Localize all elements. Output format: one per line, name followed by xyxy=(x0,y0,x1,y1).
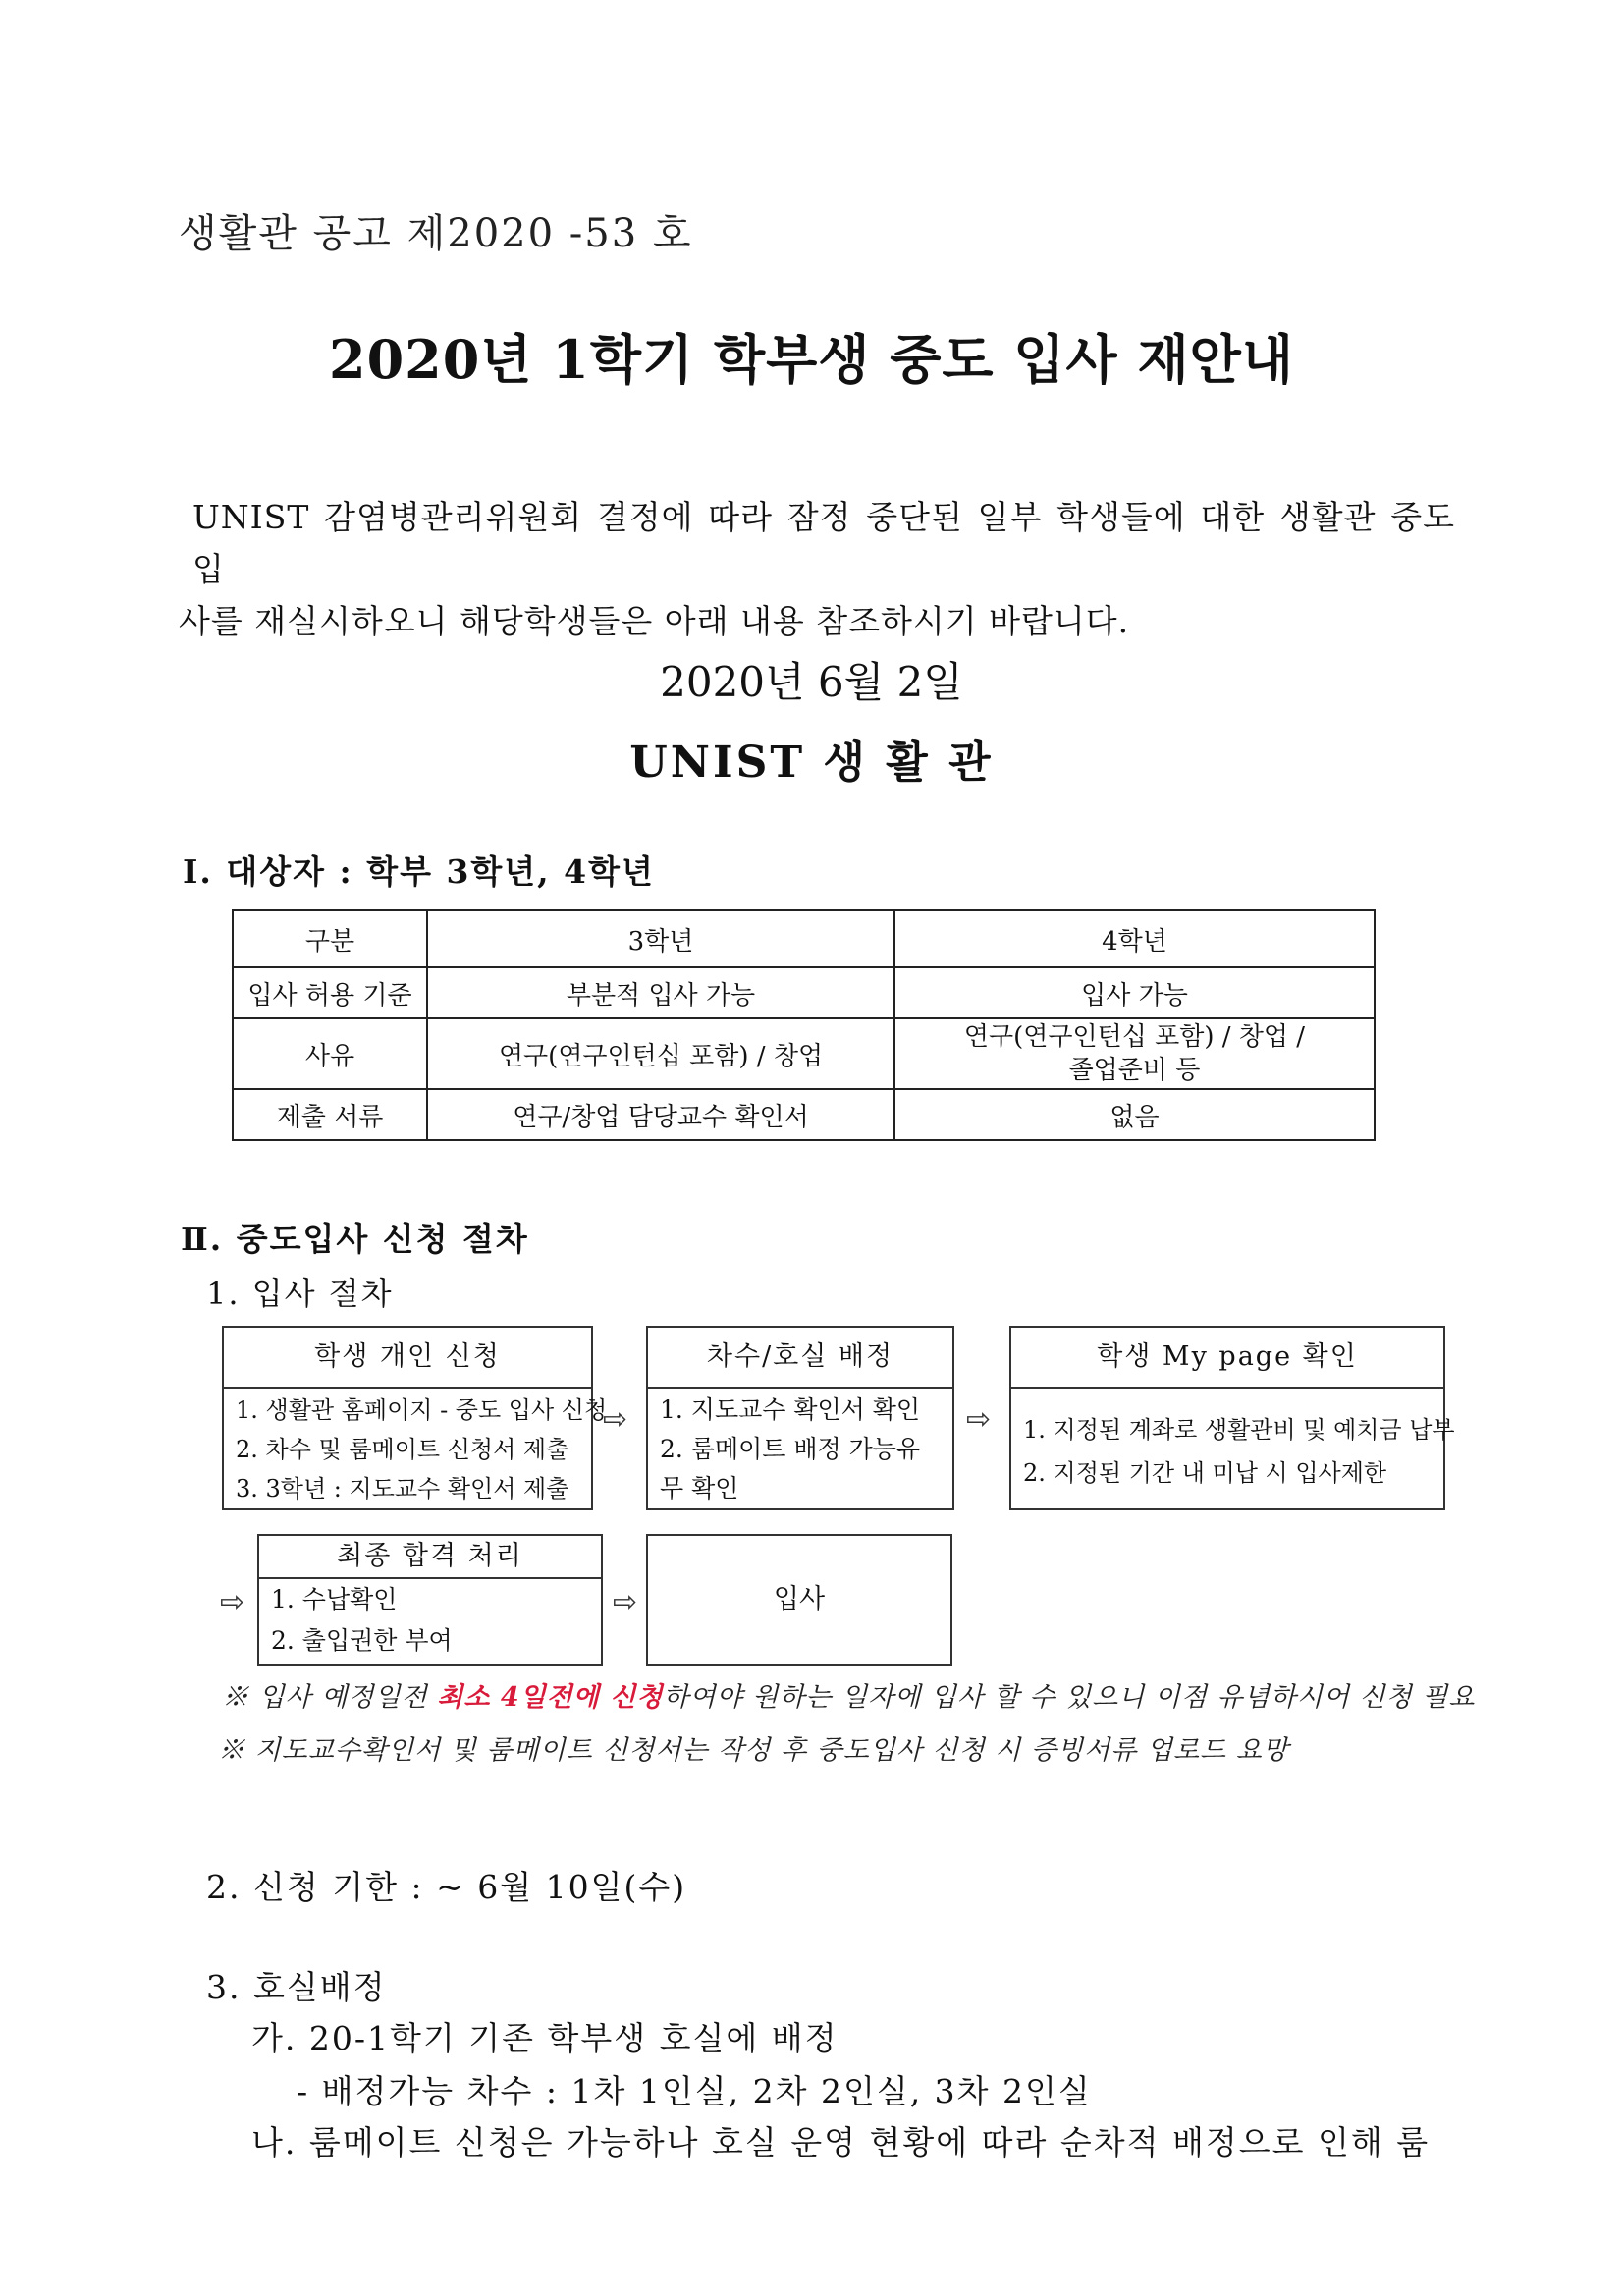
flow-arrow-icon: ⇨ xyxy=(603,1402,628,1437)
table-row xyxy=(233,967,1375,1018)
table-cell: 부분적 입사 가능 xyxy=(427,967,894,1018)
intro-line-1: UNIST 감염병관리위원회 결정에 따라 잠정 중단된 일부 학생들에 대한 생활관 중도 입 xyxy=(192,498,1455,588)
table-cell: 연구(연구인턴십 포함) / 창업 xyxy=(427,1018,894,1089)
section-1-heading: Ⅰ. 대상자 : 학부 3학년, 4학년 xyxy=(183,852,655,891)
item-ga-detail: - 배정가능 차수 : 1차 1인실, 2차 2인실, 3차 2인실 xyxy=(297,2072,1092,2110)
table-cell: 4학년 xyxy=(894,910,1375,967)
flow-step-checkin: 입사 xyxy=(646,1534,952,1666)
flow-step-item: 2. 출입권한 부여 xyxy=(271,1626,453,1655)
flow-step-item: 2. 차수 및 룸메이트 신청서 제출 xyxy=(236,1436,569,1463)
item-ga: 가. 20-1학기 기존 학부생 호실에 배정 xyxy=(251,2019,839,2057)
intro-paragraph xyxy=(179,491,1455,647)
subsection-2-title: 2. 신청 기한 : ~ 6월 10일(수) xyxy=(206,1868,687,1906)
subsection-1-title: 1. 입사 절차 xyxy=(206,1275,394,1312)
flow-step-assign xyxy=(646,1326,954,1510)
table-cell: 연구/창업 담당교수 확인서 xyxy=(427,1089,894,1140)
table-row xyxy=(233,1018,1375,1089)
note-deadline xyxy=(222,1675,1475,1714)
table-cell xyxy=(894,1018,1375,1089)
subsection-3-title: 3. 호실배정 xyxy=(206,1968,387,2006)
note-text: ※ 입사 예정일전 xyxy=(222,1682,438,1713)
flow-step-item: 2. 지정된 기간 내 미납 시 입사제한 xyxy=(1023,1459,1387,1487)
flow-step-item: 무 확인 xyxy=(660,1474,739,1503)
flow-arrow-icon: ⇨ xyxy=(220,1585,245,1619)
table-cell: 입사 허용 기준 xyxy=(233,967,427,1018)
table-cell-line: 졸업준비 등 xyxy=(1068,1056,1201,1085)
target-table xyxy=(232,909,1376,1141)
flow-step-title: 학생 My page 확인 xyxy=(1011,1328,1443,1389)
flow-step-final xyxy=(257,1534,603,1666)
flow-step-item: 3. 3학년 : 지도교수 확인서 제출 xyxy=(236,1475,569,1503)
flow-step-item: 1. 생활관 홈페이지 - 중도 입사 신청 xyxy=(236,1396,608,1424)
table-cell: 제출 서류 xyxy=(233,1089,427,1140)
flow-step-item: 1. 지정된 계좌로 생활관비 및 예치금 납부 xyxy=(1023,1416,1455,1444)
flow-step-mypage xyxy=(1009,1326,1455,1510)
table-cell: 없음 xyxy=(894,1089,1375,1140)
table-cell: 사유 xyxy=(233,1018,427,1089)
table-cell: 구분 xyxy=(233,910,427,967)
flow-step-title: 차수/호실 배정 xyxy=(648,1328,952,1389)
table-cell-line: 연구(연구인턴십 포함) / 창업 / xyxy=(963,1022,1306,1052)
flow-step-item: 2. 룸메이트 배정 가능유 xyxy=(660,1435,921,1463)
flow-step-apply xyxy=(222,1326,608,1510)
table-cell: 3학년 xyxy=(427,910,894,967)
issue-date: 2020년 6월 2일 xyxy=(660,658,963,706)
item-na: 나. 룸메이트 신청은 가능하나 호실 운영 현황에 따라 순차적 배정으로 인해 룸 xyxy=(251,2123,1431,2161)
flow-step-item: 1. 지도교수 확인서 확인 xyxy=(660,1395,921,1424)
flow-arrow-icon: ⇨ xyxy=(966,1402,992,1437)
notice-number: 생활관 공고 제2020 -53 호 xyxy=(179,211,693,256)
document-title: 2020년 1학기 학부생 중도 입사 재안내 xyxy=(329,328,1294,391)
note-text: 하여야 원하는 일자에 입사 할 수 있으니 이점 유념하시어 신청 필요 xyxy=(663,1682,1476,1713)
flow-step-title: 학생 개인 신청 xyxy=(224,1328,591,1389)
note-documents: ※ 지도교수확인서 및 룸메이트 신청서는 작성 후 중도입사 신청 시 증빙서류 업로드 요망 xyxy=(218,1735,1289,1766)
flow-step-title: 최종 합격 처리 xyxy=(259,1536,601,1579)
flow-arrow-icon: ⇨ xyxy=(613,1585,638,1619)
issuer-org: UNIST 생 활 관 xyxy=(629,738,994,788)
flow-step-item: 1. 수납확인 xyxy=(271,1585,398,1613)
table-cell: 입사 가능 xyxy=(894,967,1375,1018)
section-2-heading: Ⅱ. 중도입사 신청 절차 xyxy=(181,1220,529,1258)
intro-line-2: 사를 재실시하오니 해당학생들은 아래 내용 참조하시기 바랍니다. xyxy=(179,602,1130,640)
table-row xyxy=(233,1089,1375,1140)
note-highlight: 최소 4일전에 신청 xyxy=(437,1682,664,1713)
table-header-row xyxy=(233,910,1375,967)
